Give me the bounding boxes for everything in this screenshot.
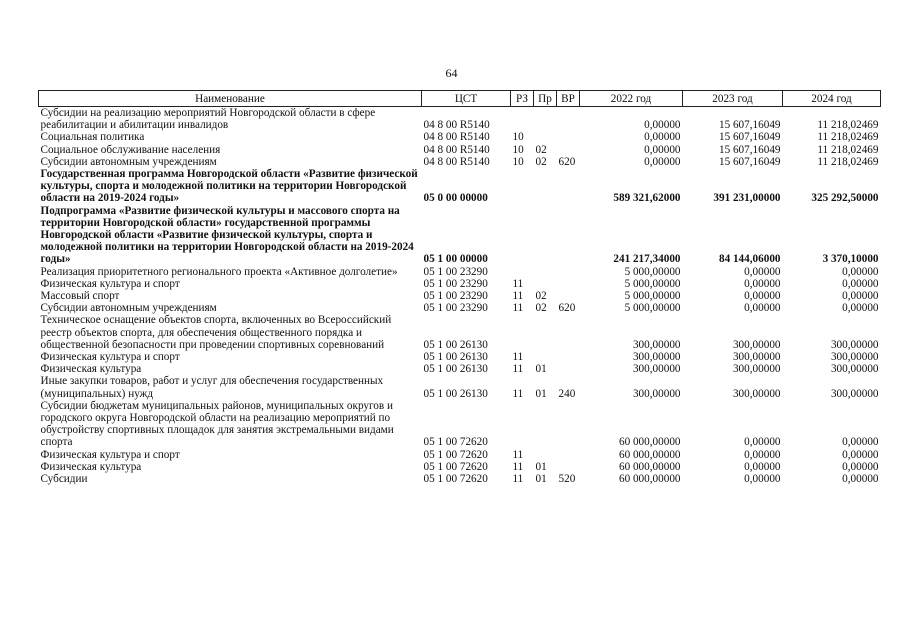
cell-name: Физическая культура [40,363,142,376]
cell-code: 05 1 00 72620 [423,460,488,473]
cell-rz: 11 [512,363,524,376]
cell-2023: 0,00000 [744,290,781,303]
table-row [39,168,881,205]
cell-pr: 01 [535,363,547,376]
header-2022: 2022 год [580,91,683,107]
cell-code: 05 1 00 26130 [423,338,488,351]
cell-rz [511,400,534,449]
cell-2024: 0,00000 [842,290,879,303]
cell-code: 04 8 00 R5140 [423,131,490,144]
cell-2024: 0,00000 [842,277,879,290]
cell-pr [534,266,557,278]
cell-2023: 300,00000 [732,351,781,364]
table-row [39,314,881,351]
cell-rz [511,314,534,351]
table-row [39,144,881,156]
table-row [39,449,881,461]
cell-name: Иные закупки товаров, работ и услуг для обеспечения государственных (муниципальных) нужд [40,375,384,400]
cell-pr: 01 [535,473,547,486]
cell-2024: 300,00000 [830,351,879,364]
cell-name: Субсидии автономным учреждениям [40,155,217,168]
table-row [39,351,881,363]
cell-pr [534,400,557,449]
cell-2023: 300,00000 [732,363,781,376]
cell-name: Физическая культура и спорт [40,351,180,364]
cell-2022: 5 000,00000 [624,290,681,303]
cell-rz [511,266,534,278]
cell-2022: 60 000,00000 [618,448,681,461]
cell-2023: 300,00000 [732,387,781,400]
cell-rz: 11 [512,387,524,400]
cell-vr [557,266,580,278]
cell-2023: 15 607,16049 [718,131,781,144]
cell-pr: 01 [535,387,547,400]
cell-name: Государственная программа Новгородской области «Развитие физической культуры, спорта и молодежной политики на территории Новгородской области на 2019-2024 годы» [40,168,418,205]
cell-rz: 10 [512,131,524,144]
cell-2022: 300,00000 [632,387,681,400]
cell-code: 04 8 00 R5140 [423,119,490,132]
cell-2023: 300,00000 [732,338,781,351]
cell-vr [557,278,580,290]
cell-pr [534,314,557,351]
cell-2024: 325 292,50000 [811,192,879,205]
cell-vr: 240 [558,387,576,400]
cell-rz: 11 [512,448,524,461]
cell-code: 05 1 00 26130 [423,363,488,376]
cell-name: Субсидии на реализацию мероприятий Новгородской области в сфере реабилитации и абилитации инвалидов [40,107,376,132]
cell-2024: 0,00000 [842,473,879,486]
cell-2024: 300,00000 [830,387,879,400]
cell-vr [557,107,580,132]
cell-2024: 0,00000 [842,448,879,461]
table-row [39,205,881,266]
cell-2022: 300,00000 [632,363,681,376]
cell-2022: 60 000,00000 [618,473,681,486]
cell-2024: 11 218,02469 [817,143,879,156]
header-2024: 2024 год [783,91,881,107]
cell-code: 05 1 00 72620 [423,473,488,486]
cell-pr: 02 [535,155,547,168]
table-row [39,363,881,375]
cell-2022: 300,00000 [632,338,681,351]
cell-rz [511,168,534,205]
cell-2023: 0,00000 [744,436,781,449]
cell-code: 05 1 00 23290 [423,302,488,315]
table-header [39,91,881,107]
cell-2022: 589 321,62000 [613,192,681,205]
cell-2024: 0,00000 [842,460,879,473]
cell-2022: 5 000,00000 [624,277,681,290]
cell-2023: 391 231,00000 [713,192,781,205]
cell-2022: 60 000,00000 [618,436,681,449]
cell-name: Субсидии автономным учреждениям [40,302,217,315]
table-row [39,290,881,302]
cell-vr [557,131,580,143]
cell-vr: 620 [558,302,576,315]
cell-vr [557,461,580,473]
cell-vr: 520 [558,473,576,486]
header-2023: 2023 год [683,91,783,107]
cell-rz: 11 [512,351,524,364]
cell-code: 05 1 00 26130 [423,351,488,364]
cell-pr [534,107,557,132]
cell-name: Субсидии бюджетам муниципальных районов, муниципальных округов и городского округа Новгородской области на реализацию мероприятий по обустройству спортивных площадок для занятия экстремальными видами спорта [40,399,394,449]
cell-name: Подпрограмма «Развитие физической культуры и массового спорта на территории Новгородской области» государственной программы Новгородской области «Развитие физической культуры, спорта и молодежной политики на территории Новгородской области на 2019-2024 годы» [40,204,414,266]
cell-2024: 300,00000 [830,363,879,376]
cell-code: 05 1 00 26130 [423,387,488,400]
cell-rz: 10 [512,143,524,156]
cell-vr [557,449,580,461]
cell-pr: 01 [535,460,547,473]
table-row [39,156,881,168]
cell-2024: 3 370,10000 [822,253,879,266]
cell-vr [557,351,580,363]
cell-2023: 0,00000 [744,302,781,315]
cell-vr [557,205,580,266]
cell-pr [534,168,557,205]
cell-vr [557,144,580,156]
cell-rz: 11 [512,473,524,486]
cell-2024: 11 218,02469 [817,119,879,132]
cell-2023: 0,00000 [744,473,781,486]
cell-2024: 300,00000 [830,338,879,351]
cell-2024: 0,00000 [842,265,879,278]
cell-name: Массовый спорт [40,290,120,303]
cell-code: 05 1 00 72620 [423,448,488,461]
cell-name: Физическая культура и спорт [40,448,180,461]
table-row [39,461,881,473]
cell-pr: 02 [535,290,547,303]
cell-2022: 5 000,00000 [624,302,681,315]
cell-2023: 15 607,16049 [718,155,781,168]
cell-2022: 5 000,00000 [624,265,681,278]
cell-name: Физическая культура [40,460,142,473]
cell-rz: 11 [512,302,524,315]
table-row [39,400,881,449]
table-body [39,107,881,486]
table-row [39,278,881,290]
cell-vr [557,400,580,449]
cell-2023: 15 607,16049 [718,119,781,132]
cell-2023: 0,00000 [744,265,781,278]
cell-vr [557,290,580,302]
cell-pr: 02 [535,302,547,315]
budget-table [38,90,881,485]
cell-rz [511,107,534,132]
cell-vr: 620 [558,155,576,168]
cell-code: 04 8 00 R5140 [423,143,490,156]
cell-code: 05 1 00 23290 [423,277,488,290]
table-row [39,266,881,278]
cell-name: Техническое оснащение объектов спорта, включенных во Всероссийский реестр объектов спорта, для обеспечения общественного порядка и общественной безопасности при проведении спортивных соревнований [40,314,392,351]
cell-code: 05 1 00 23290 [423,290,488,303]
table-row [39,473,881,485]
cell-pr [534,205,557,266]
cell-2022: 241 217,34000 [613,253,681,266]
page-number: 64 [445,66,458,80]
cell-2022: 300,00000 [632,351,681,364]
cell-name: Социальное обслуживание населения [40,143,221,156]
cell-2023: 0,00000 [744,277,781,290]
header-vr: ВР [557,91,580,107]
cell-2022: 60 000,00000 [618,460,681,473]
cell-2023: 84 144,06000 [718,253,781,266]
cell-rz [511,205,534,266]
cell-vr [557,363,580,375]
header-pr: Пр [534,91,557,107]
cell-pr [534,131,557,143]
cell-name: Физическая культура и спорт [40,277,180,290]
cell-pr [534,449,557,461]
cell-rz: 11 [512,290,524,303]
cell-2024: 11 218,02469 [817,155,879,168]
cell-2023: 0,00000 [744,448,781,461]
cell-2022: 0,00000 [644,119,681,132]
cell-name: Социальная политика [40,131,145,144]
table-row [39,107,881,132]
cell-pr: 02 [535,143,547,156]
cell-code: 05 1 00 72620 [423,436,488,449]
cell-code: 04 8 00 R5140 [423,155,490,168]
header-name: Наименование [39,91,422,107]
table-row [39,131,881,143]
cell-2024: 11 218,02469 [817,131,879,144]
cell-2024: 0,00000 [842,302,879,315]
cell-code: 05 1 00 00000 [423,253,488,266]
header-rz: РЗ [511,91,534,107]
cell-2022: 0,00000 [644,143,681,156]
cell-2022: 0,00000 [644,131,681,144]
header-code: ЦСТ [422,91,511,107]
cell-name: Субсидии [40,473,88,486]
table-row [39,302,881,314]
cell-pr [534,351,557,363]
cell-rz: 11 [512,460,524,473]
cell-code: 05 0 00 00000 [423,192,488,205]
cell-vr [557,314,580,351]
table-row [39,375,881,399]
cell-code: 05 1 00 23290 [423,265,488,278]
cell-vr [557,168,580,205]
cell-2024: 0,00000 [842,436,879,449]
cell-rz: 10 [512,155,524,168]
cell-rz: 11 [512,277,524,290]
cell-2022: 0,00000 [644,155,681,168]
cell-2023: 15 607,16049 [718,143,781,156]
cell-pr [534,278,557,290]
cell-2023: 0,00000 [744,460,781,473]
cell-name: Реализация приоритетного регионального проекта «Активное долголетие» [40,265,398,278]
